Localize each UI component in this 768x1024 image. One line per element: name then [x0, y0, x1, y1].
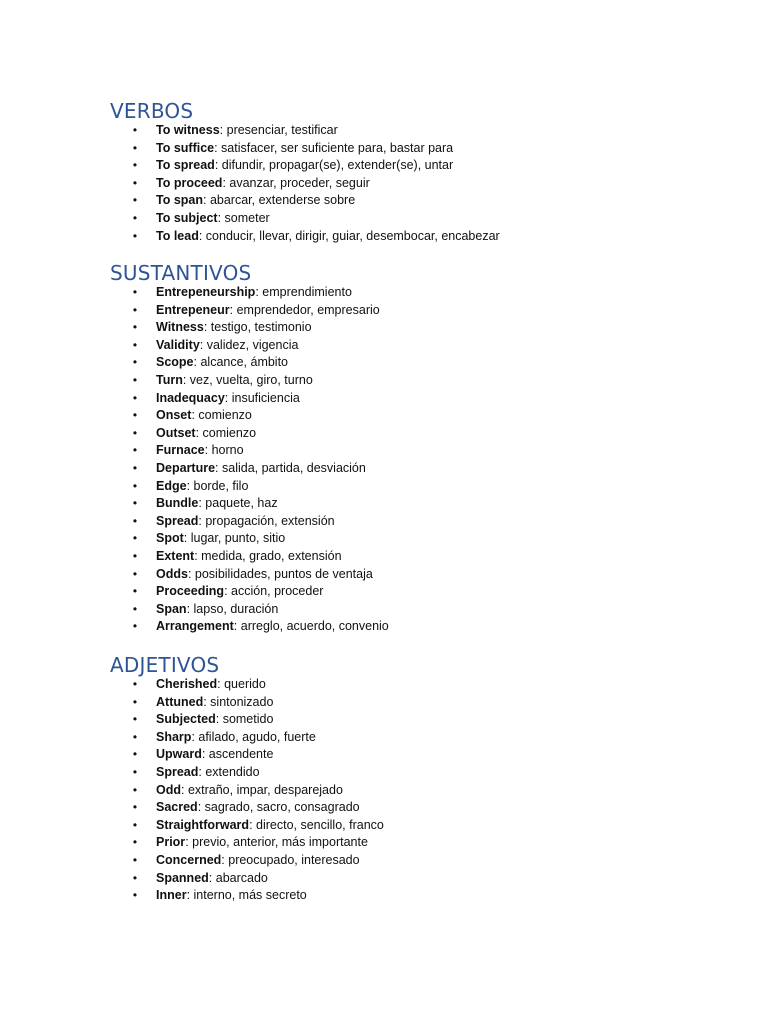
list-item — [110, 676, 710, 694]
vocab-definition: : avanzar, proceder, seguir — [222, 175, 370, 190]
bullet-icon: • — [132, 531, 138, 546]
list-item — [110, 618, 710, 636]
vocab-term: Edge — [156, 478, 187, 493]
list-item — [110, 764, 710, 782]
list-item — [110, 817, 710, 835]
vocab-term: To witness — [156, 123, 220, 137]
bullet-icon: • — [132, 601, 138, 616]
vocab-definition: : previo, anterior, más importante — [185, 835, 368, 850]
vocab-term: Validity — [156, 337, 200, 352]
vocab-term: Scope — [156, 355, 194, 370]
list-item — [110, 548, 710, 566]
vocab-term: To proceed — [156, 175, 223, 190]
vocab-definition: : horno — [204, 443, 244, 458]
bullet-icon: • — [132, 460, 138, 475]
vocab-term: Arrangement — [156, 619, 234, 634]
bullet-icon: • — [132, 337, 138, 352]
section-adjetivos — [110, 654, 710, 905]
bullet-icon: • — [132, 158, 138, 173]
list-item — [110, 566, 710, 584]
list-item — [110, 729, 710, 747]
vocab-definition: : preocupado, interesado — [221, 852, 360, 867]
vocab-term: Spread — [156, 764, 199, 779]
list-item — [110, 460, 710, 478]
list-item — [110, 284, 710, 302]
vocab-term: Sharp — [156, 729, 192, 744]
vocab-definition: : ascendente — [201, 747, 274, 762]
list-item — [110, 140, 710, 158]
vocab-term: Upward — [156, 747, 202, 762]
vocabulary-list — [110, 284, 710, 636]
list-item — [110, 192, 710, 210]
vocab-term: Sacred — [156, 800, 198, 815]
vocab-definition: : comienzo — [195, 425, 257, 440]
vocab-definition: : salida, partida, desviación — [215, 460, 366, 475]
list-item — [110, 175, 710, 193]
list-item — [110, 870, 710, 888]
section-heading: VERBOS — [110, 99, 194, 123]
list-item — [110, 354, 710, 372]
list-item — [110, 442, 710, 460]
vocab-definition: : extraño, impar, desparejado — [181, 782, 343, 797]
bullet-icon: • — [132, 390, 138, 405]
bullet-icon: • — [132, 210, 138, 225]
bullet-icon: • — [132, 496, 138, 511]
vocab-term: To subject — [156, 210, 218, 225]
vocab-term: Extent — [156, 548, 195, 563]
bullet-icon: • — [132, 123, 138, 137]
list-item — [110, 157, 710, 175]
vocab-term: Proceeding — [156, 584, 225, 599]
vocab-definition: : presenciar, testificar — [219, 123, 338, 137]
bullet-icon: • — [132, 302, 138, 317]
vocab-term: Witness — [156, 320, 204, 335]
vocab-term: To suffice — [156, 140, 215, 155]
list-item — [110, 425, 710, 443]
vocabulary-list — [110, 676, 710, 905]
list-item — [110, 495, 710, 513]
list-item — [110, 852, 710, 870]
vocab-term: To lead — [156, 228, 199, 243]
vocab-term: Furnace — [156, 443, 205, 458]
vocab-definition: : insuficiencia — [224, 390, 300, 405]
list-item — [110, 513, 710, 531]
vocab-definition: : vez, vuelta, giro, turno — [182, 372, 313, 387]
vocab-definition: : afilado, agudo, fuerte — [191, 729, 316, 744]
vocab-term: Spot — [156, 531, 184, 546]
bullet-icon: • — [132, 443, 138, 458]
list-item — [110, 337, 710, 355]
vocab-definition: : difundir, propagar(se), extender(se), untar — [214, 158, 454, 173]
bullet-icon: • — [132, 694, 138, 709]
vocab-term: Odds — [156, 566, 188, 581]
section-heading: ADJETIVOS — [110, 653, 220, 677]
vocab-term: Span — [156, 601, 187, 616]
vocab-definition: : acción, proceder — [224, 584, 324, 599]
list-item — [110, 302, 710, 320]
vocab-term: Straightforward — [156, 817, 250, 832]
bullet-icon: • — [132, 782, 138, 797]
vocab-term: Attuned — [156, 694, 204, 709]
vocab-definition: : testigo, testimonio — [203, 320, 312, 335]
list-item — [110, 407, 710, 425]
vocab-definition: : abarcar, extenderse sobre — [203, 193, 356, 208]
vocab-definition: : directo, sencillo, franco — [249, 817, 384, 832]
vocab-definition: : validez, vigencia — [199, 337, 299, 352]
list-item — [110, 372, 710, 390]
bullet-icon: • — [132, 619, 138, 634]
bullet-icon: • — [132, 425, 138, 440]
bullet-icon: • — [132, 548, 138, 563]
vocab-definition: : conducir, llevar, dirigir, guiar, desembocar, encabezar — [198, 228, 500, 243]
list-item — [110, 711, 710, 729]
bullet-icon: • — [132, 677, 138, 691]
vocab-definition: : paquete, haz — [198, 496, 278, 511]
bullet-icon: • — [132, 372, 138, 387]
list-item — [110, 478, 710, 496]
bullet-icon: • — [132, 852, 138, 867]
list-item — [110, 390, 710, 408]
list-item — [110, 319, 710, 337]
bullet-icon: • — [132, 175, 138, 190]
bullet-icon: • — [132, 140, 138, 155]
vocab-definition: : borde, filo — [186, 478, 249, 493]
vocab-term: Departure — [156, 460, 216, 475]
vocab-definition: : someter — [217, 210, 270, 225]
list-item — [110, 122, 710, 140]
vocab-definition: : sagrado, sacro, consagrado — [197, 800, 360, 815]
vocab-definition: : lapso, duración — [186, 601, 279, 616]
vocab-definition: : propagación, extensión — [198, 513, 335, 528]
list-item — [110, 210, 710, 228]
list-item — [110, 228, 710, 246]
bullet-icon: • — [132, 478, 138, 493]
vocab-term: Entrepeneurship — [156, 285, 256, 299]
bullet-icon: • — [132, 584, 138, 599]
list-item — [110, 530, 710, 548]
vocab-definition: : interno, más secreto — [186, 888, 307, 903]
vocab-definition: : alcance, ámbito — [193, 355, 289, 370]
bullet-icon: • — [132, 712, 138, 727]
section-heading: SUSTANTIVOS — [110, 261, 252, 285]
bullet-icon: • — [132, 800, 138, 815]
vocab-term: Subjected — [156, 712, 216, 727]
vocab-definition: : arreglo, acuerdo, convenio — [233, 619, 389, 634]
bullet-icon: • — [132, 817, 138, 832]
bullet-icon: • — [132, 228, 138, 243]
vocab-definition: : abarcado — [208, 870, 268, 885]
vocab-definition: : posibilidades, puntos de ventaja — [187, 566, 373, 581]
vocab-term: Odd — [156, 782, 181, 797]
bullet-icon: • — [132, 320, 138, 335]
list-item — [110, 746, 710, 764]
vocab-definition: : querido — [217, 677, 266, 691]
section-sustantivos — [110, 262, 710, 636]
list-item — [110, 782, 710, 800]
vocabulary-list — [110, 122, 710, 245]
vocab-term: Cherished — [156, 677, 218, 691]
vocab-term: Inadequacy — [156, 390, 225, 405]
vocab-definition: : emprendedor, empresario — [229, 302, 380, 317]
vocab-term: Concerned — [156, 852, 222, 867]
list-item — [110, 799, 710, 817]
list-item — [110, 834, 710, 852]
bullet-icon: • — [132, 835, 138, 850]
vocab-term: Spanned — [156, 870, 209, 885]
vocab-term: Outset — [156, 425, 196, 440]
bullet-icon: • — [132, 355, 138, 370]
vocab-definition: : sometido — [215, 712, 274, 727]
bullet-icon: • — [132, 870, 138, 885]
vocab-term: Entrepeneur — [156, 302, 230, 317]
bullet-icon: • — [132, 747, 138, 762]
vocab-term: Bundle — [156, 496, 199, 511]
bullet-icon: • — [132, 566, 138, 581]
vocab-term: Turn — [156, 372, 183, 387]
bullet-icon: • — [132, 729, 138, 744]
vocab-definition: : sintonizado — [203, 694, 274, 709]
vocab-definition: : emprendimiento — [255, 285, 352, 299]
vocab-definition: : lugar, punto, sitio — [183, 531, 286, 546]
vocab-definition: : extendido — [198, 764, 260, 779]
vocab-definition: : medida, grado, extensión — [194, 548, 342, 563]
list-item — [110, 583, 710, 601]
bullet-icon: • — [132, 888, 138, 903]
section-verbos — [110, 100, 710, 245]
vocab-definition: : satisfacer, ser suficiente para, bastar para — [214, 140, 454, 155]
vocab-term: Spread — [156, 513, 199, 528]
bullet-icon: • — [132, 285, 138, 299]
vocab-term: Onset — [156, 408, 192, 423]
vocab-term: Prior — [156, 835, 186, 850]
bullet-icon: • — [132, 513, 138, 528]
list-item — [110, 601, 710, 619]
bullet-icon: • — [132, 764, 138, 779]
bullet-icon: • — [132, 408, 138, 423]
vocab-definition: : comienzo — [191, 408, 252, 423]
list-item — [110, 694, 710, 712]
vocab-term: Inner — [156, 888, 187, 903]
vocab-term: To spread — [156, 158, 215, 173]
list-item — [110, 887, 710, 905]
bullet-icon: • — [132, 193, 138, 208]
vocab-term: To span — [156, 193, 203, 208]
